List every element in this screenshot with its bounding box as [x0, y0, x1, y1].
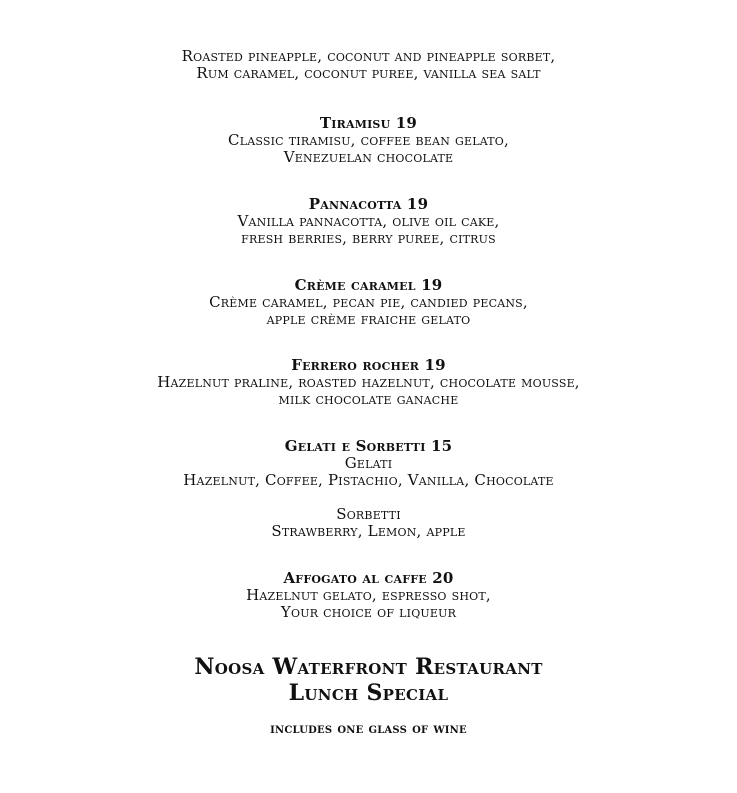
description-line: milk chocolate ganache — [278, 390, 459, 408]
menu-item-creme-caramel — [0, 276, 737, 328]
item-title: Tiramisu 19 — [319, 114, 418, 132]
menu-item-gelati-sorbetti — [0, 437, 737, 489]
item-title: Pannacotta 19 — [308, 195, 429, 213]
item-title: Crème caramel 19 — [294, 276, 443, 294]
menu-item-ferrero-rocher — [0, 356, 737, 408]
flavor-list: Strawberry, Lemon, apple — [271, 522, 466, 540]
restaurant-name: Noosa Waterfront Restaurant — [194, 654, 543, 680]
restaurant-heading — [0, 654, 737, 706]
menu-item-tiramisu — [0, 114, 737, 166]
description-line: Venezuelan chocolate — [283, 148, 454, 166]
description-line: Hazelnut praline, roasted hazelnut, chocolate mousse, — [157, 373, 580, 391]
menu-item-sorbetti — [0, 506, 737, 540]
lunch-note — [0, 721, 737, 738]
description-line: apple crème fraiche gelato — [266, 310, 471, 328]
description-line: Roasted pineapple, coconut and pineapple sorbet, — [181, 47, 556, 65]
description-line: Rum caramel, coconut puree, vanilla sea salt — [196, 64, 541, 82]
wine-note: includes one glass of wine — [270, 721, 467, 737]
menu-item-affogato — [0, 569, 737, 621]
item-title: Gelati e Sorbetti 15 — [284, 437, 453, 455]
description-line: Your choice of liqueur — [280, 603, 457, 621]
flavor-list: Hazelnut, Coffee, Pistachio, Vanilla, Chocolate — [183, 471, 554, 489]
item-title: Ferrero rocher 19 — [291, 356, 446, 374]
description-line: Crème caramel, pecan pie, candied pecans, — [209, 293, 528, 311]
gelati-subheading: Gelati — [344, 454, 393, 472]
sorbetti-subheading: Sorbetti — [336, 505, 401, 523]
description-line: Hazelnut gelato, espresso shot, — [246, 586, 491, 604]
description-line: fresh berries, berry puree, citrus — [241, 229, 496, 247]
description-line: Vanilla pannacotta, olive oil cake, — [237, 212, 500, 230]
lunch-special-title: Lunch Special — [288, 680, 449, 706]
item-title: Affogato al caffe 20 — [283, 569, 454, 587]
description-line: Classic tiramisu, coffee bean gelato, — [228, 131, 509, 149]
intro-description — [0, 48, 737, 82]
menu-item-pannacotta — [0, 195, 737, 247]
